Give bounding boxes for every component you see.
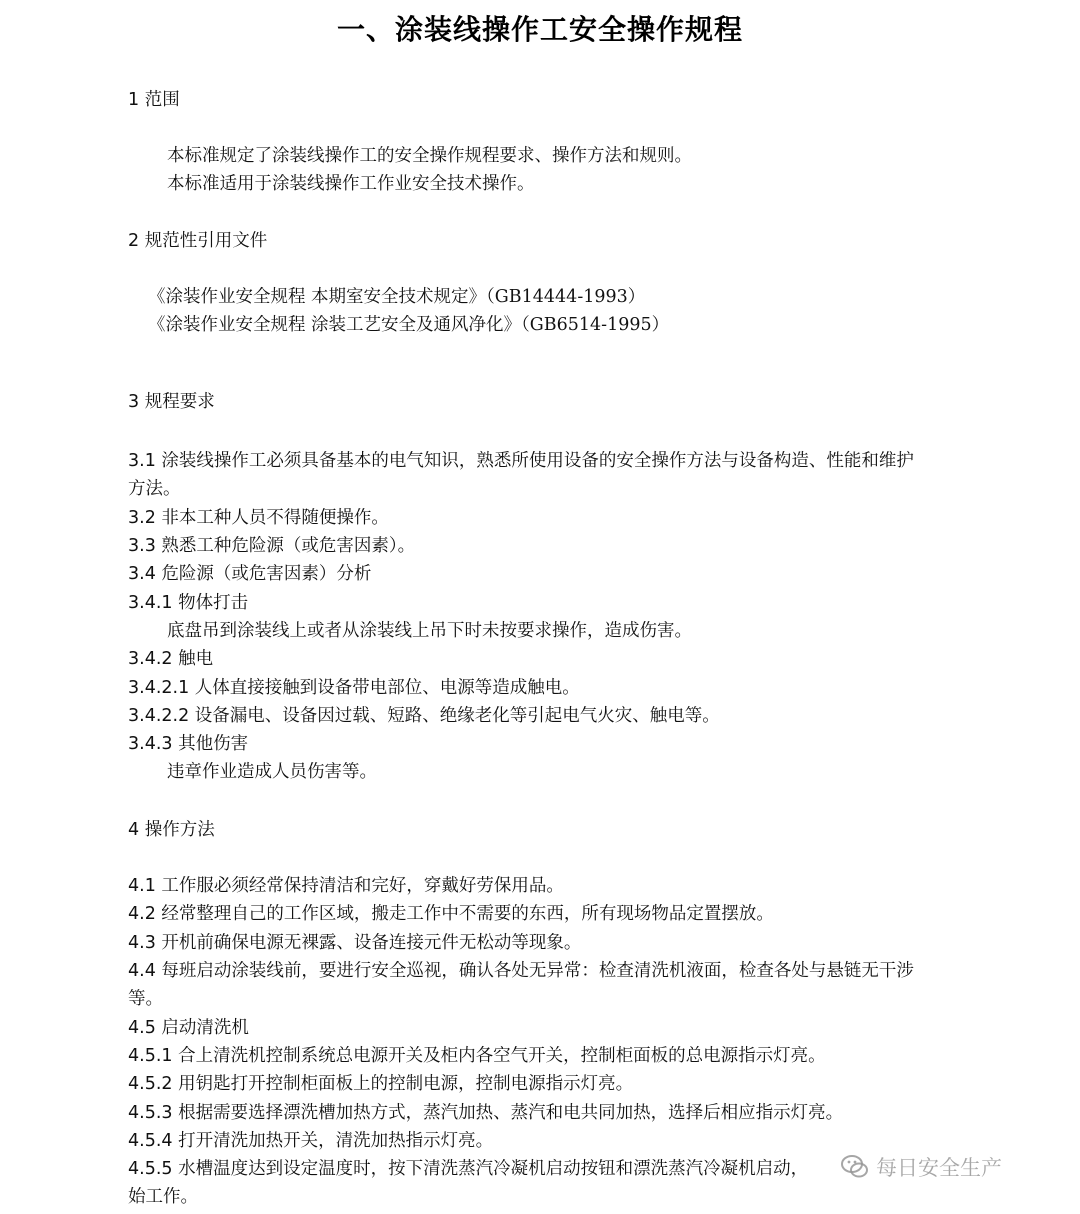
section-heading-scope: 1 范围 — [128, 90, 180, 110]
section-heading-references: 2 规范性引用文件 — [128, 231, 268, 251]
paragraph-line: 3.4.1 物体打击 — [128, 593, 249, 613]
paragraph-line: 4.5.4 打开清洗加热开关，清洗加热指示灯亮。 — [128, 1131, 494, 1151]
paragraph-line: 3.4.2.1 人体直接接触到设备带电部位、电源等造成触电。 — [128, 678, 580, 698]
paragraph-line: 4.5.3 根据需要选择漂洗槽加热方式，蒸汽加热、蒸汽和电共同加热，选择后相应指示灯亮。 — [128, 1103, 844, 1123]
paragraph-line: 4.1 工作服必须经常保持清洁和完好，穿戴好劳保用品。 — [128, 876, 564, 896]
page-title: 一、涂装线操作工安全操作规程 — [336, 13, 743, 46]
watermark — [840, 1152, 1002, 1182]
paragraph-line: 3.4.2 触电 — [128, 649, 214, 669]
paragraph-line: 底盘吊到涂装线上或者从涂装线上吊下时未按要求操作，造成伤害。 — [167, 621, 692, 641]
paragraph-line: 本标准适用于涂装线操作工作业安全技术操作。 — [167, 174, 535, 194]
section-heading-requirements: 3 规程要求 — [128, 392, 215, 412]
paragraph-line: 4.5.5 水槽温度达到设定温度时，按下清洗蒸汽冷凝机启动按钮和漂洗蒸汽冷凝机启动， — [128, 1159, 809, 1179]
paragraph-line: 方法。 — [128, 479, 181, 499]
paragraph-line: 3.4.3 其他伤害 — [128, 734, 249, 754]
paragraph-line: 4.5 启动清洗机 — [128, 1018, 249, 1038]
paragraph-line: 4.5.1 合上清洗机控制系统总电源开关及柜内各空气开关，控制柜面板的总电源指示灯亮。 — [128, 1046, 826, 1066]
paragraph-line: 3.1 涂装线操作工必须具备基本的电气知识，熟悉所使用设备的安全操作方法与设备构造、性能和维护 — [128, 451, 914, 471]
paragraph-line: 等。 — [128, 989, 163, 1009]
paragraph-line: 3.4.2.2 设备漏电、设备因过载、短路、绝缘老化等引起电气火灾、触电等。 — [128, 706, 720, 726]
section-heading-operation: 4 操作方法 — [128, 820, 215, 840]
paragraph-line: 3.3 熟悉工种危险源（或危害因素）。 — [128, 536, 416, 556]
wechat-icon — [840, 1152, 870, 1182]
paragraph-line: 4.2 经常整理自己的工作区域，搬走工作中不需要的东西，所有现场物品定置摆放。 — [128, 904, 774, 924]
paragraph-line: 3.4 危险源（或危害因素）分析 — [128, 564, 372, 584]
paragraph-line: 违章作业造成人员伤害等。 — [167, 762, 377, 782]
paragraph-line: 本标准规定了涂装线操作工的安全操作规程要求、操作方法和规则。 — [167, 146, 692, 166]
reference-line: 《涂装作业安全规程 本期室安全技术规定》（GB14444-1993） — [148, 287, 646, 307]
watermark-text: 每日安全生产 — [876, 1156, 1002, 1180]
paragraph-line: 4.5.2 用钥匙打开控制柜面板上的控制电源，控制电源指示灯亮。 — [128, 1074, 634, 1094]
paragraph-line: 3.2 非本工种人员不得随便操作。 — [128, 508, 389, 528]
paragraph-line: 4.4 每班启动涂装线前，要进行安全巡视，确认各处无异常：检查清洗机液面，检查各处与悬链无干涉 — [128, 961, 914, 981]
paragraph-line: 始工作。 — [128, 1187, 198, 1207]
reference-line: 《涂装作业安全规程 涂装工艺安全及通风净化》（GB6514-1995） — [148, 315, 670, 335]
paragraph-line: 4.3 开机前确保电源无裸露、设备连接元件无松动等现象。 — [128, 933, 582, 953]
